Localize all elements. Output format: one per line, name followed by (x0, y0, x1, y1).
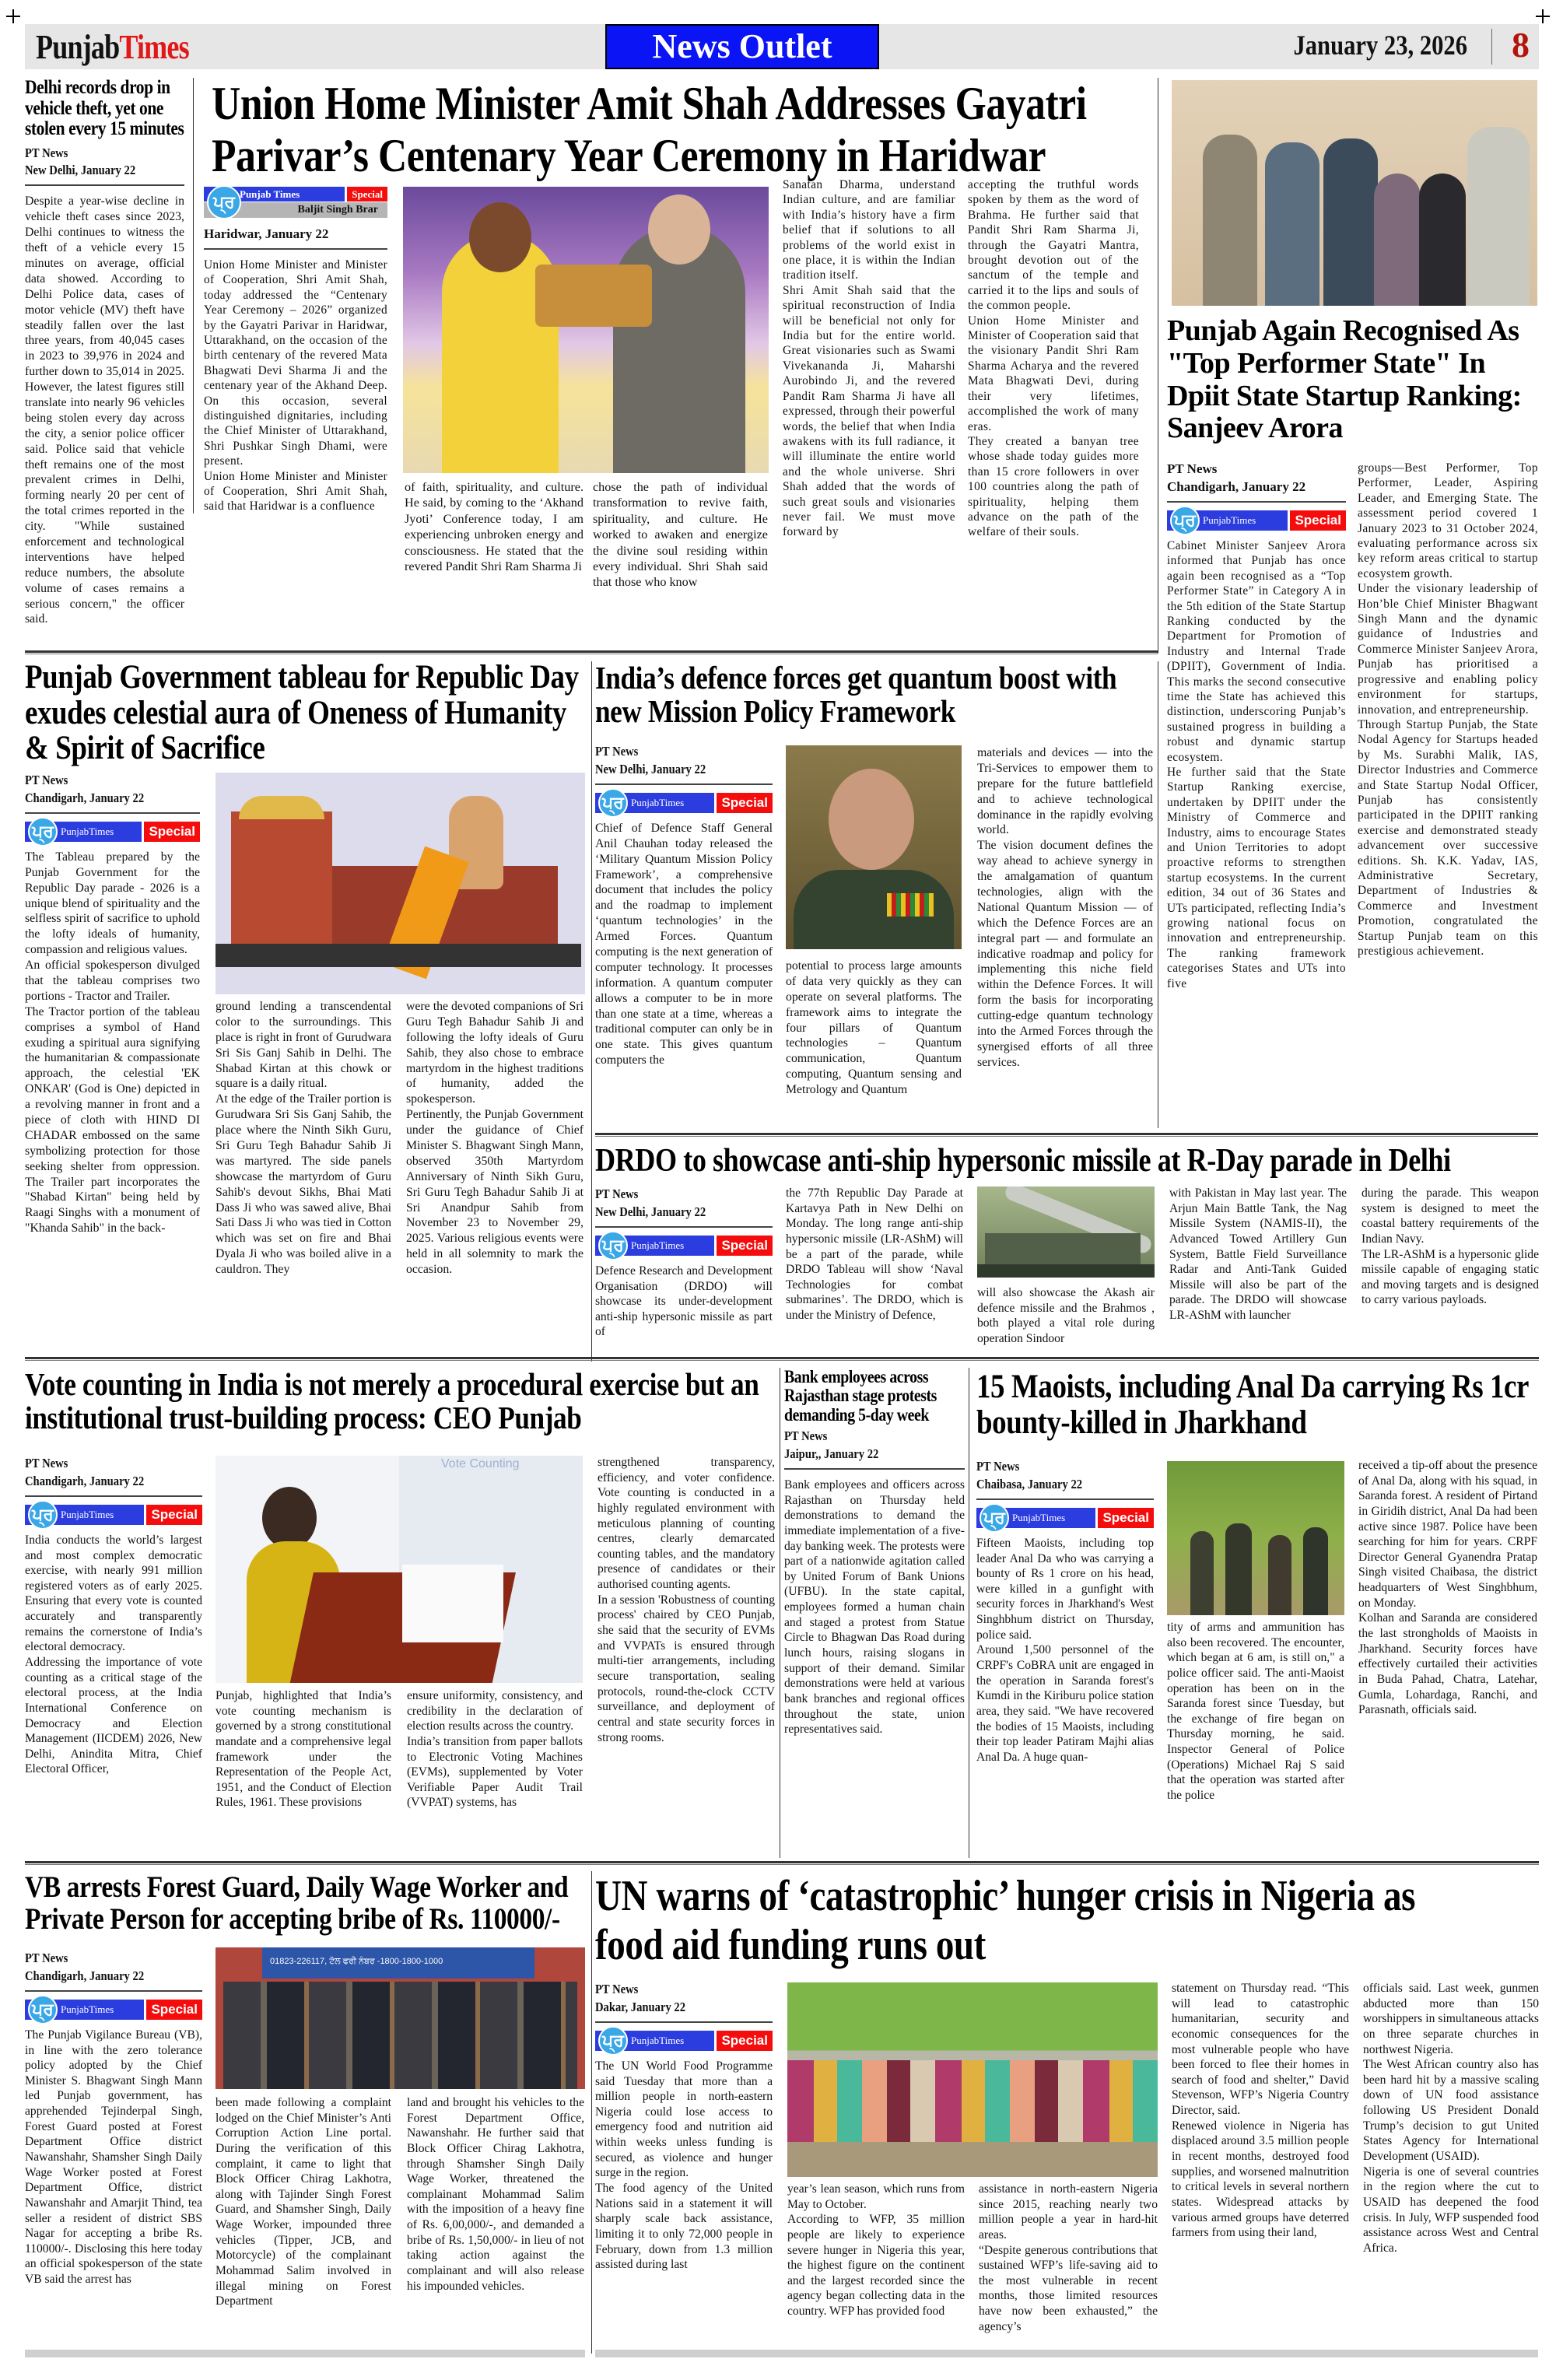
badge-brand: PunjabTimes (25, 822, 142, 842)
headline[interactable]: 15 Maoists, including Anal Da carrying Rs 1cr bounty-killed in Jharkhand (976, 1369, 1529, 1441)
divider (25, 1495, 202, 1497)
article-body-col3: chose the path of individual transformation to revive faith, spirituality, and culture. He worked to awaken and energize the divine soul residing within every individual. Shri Shah said that those who know (593, 480, 768, 590)
paragraph: India conducts the world’s largest and most complex democratic exercise, with nearly 991 million registered voters as of early 2025. Ensuring that every vote is counted accurately and transparently remains the cornerstone of India’s electoral democracy. (25, 1533, 202, 1654)
badge-special: Special (717, 2031, 773, 2051)
dateline: Chandigarh, January 22 (1167, 478, 1306, 494)
paragraph: The food agency of the United Nations said in a statement it will sharply scale back assistance, limiting it to only 72,000 people in February, down from 1.3 million assisted during last (595, 2182, 773, 2272)
photo-punjab-tableau[interactable] (216, 773, 585, 994)
badge-brand: PunjabTimes (25, 1505, 144, 1525)
brand-logo[interactable] (36, 27, 189, 67)
byline (784, 1428, 940, 1463)
crop-mark-right (1536, 9, 1550, 23)
article-body-col3 (1358, 1458, 1537, 1718)
paragraph: Renewed violence in Nigeria has displaced around 3.5 million people in recent months, destroyed food supplies, and worsened malnutrition to critical levels in several northern states. Widespread attacks by various armed groups have deterred farmers from using their land, (1172, 2119, 1349, 2240)
article-vb-arrests (25, 1871, 585, 1936)
paragraph: Under the visionary leadership of Hon’ble Chief Minister Bhagwant Singh Mann and the dynamic guidance of Industries and Commerce Minister Sanjeev Arora, Punjab has prioritised a progressive and enabling policy environment for startups, innovation, and entrepreneurship. (1358, 582, 1538, 717)
byline (25, 1950, 177, 1986)
punjab-times-logo-icon: ਪ੍ਰ (28, 817, 58, 846)
article-body: Chief of Defence Staff General Anil Chauhan today released the ‘Military Quantum Mission Policy Framework’, a comprehensive document that includes the policy and the roadmap to implement ‘quantum technologies’ in the Armed Forces. Quantum computing is the next generation of computer technology. It processes information. A quantum computer allows a computer to be in more than one state at a time, whereas a traditional computer can only be in one state. This gives quantum computers the (595, 821, 773, 1067)
headline[interactable]: Delhi records drop in vehicle theft, yet one stolen every 15 minutes (25, 77, 184, 139)
article-startup-ranking (1167, 315, 1540, 445)
badge-special: Special (146, 2000, 202, 2020)
paragraph: accepting the truthful words spoken by them as the word of Brahma. He further said that Pandit Shri Ram Sharma Ji, through the Gayatri Mantra, brought devotion out of the sanctum of the temple and carried it to the lips and souls of the common people. (968, 178, 1139, 313)
paragraph: Sanatan Dharma, understand Indian culture, and are familiar with India’s history have a firm belief that if solutions to all problems of the world exist in one place, it is within the Indian tradition itself. (783, 178, 955, 282)
paragraph: assistance in north-eastern Nigeria since 2015, reaching nearly two million people a year in hard-hit areas. (979, 2182, 1158, 2242)
footer-rule (595, 2350, 1538, 2357)
headline[interactable]: VB arrests Forest Guard, Daily Wage Worker and Private Person for accepting bribe of Rs. 110000/- (25, 1870, 569, 1937)
badge-brand: PunjabTimes (25, 2000, 144, 2020)
paragraph: Addressing the importance of vote counting as a critical stage of the electoral process, at the India International Conference on Democracy and Election Management (IICDEM) 2026, New Delhi, Anindita Mitra, Chief Electoral Officer, (25, 1656, 202, 1776)
article-amit-shah (212, 78, 1145, 182)
article-body (976, 1536, 1154, 1765)
section-rule (25, 650, 1158, 654)
article-body-col3 (979, 2182, 1158, 2334)
paragraph: The Tractor portion of the tableau comprises a symbol of Hand exuding a spiritual aura signifying the humanitarian & compassionate approach, the celestial 'EK ONKAR' (God is One) depicted in a revolving manner in front and a piece of cloth with HIND DI CHADAR embossed on the same symbolizing protection for those seeking shelter from oppression. The Trailer part incorporates the "Shabad Kirtan" being held by Raagi Singhs with a monument of "Khanda Sahib" in the back- (25, 1004, 200, 1236)
divider (25, 1990, 202, 1992)
badge-brand: Punjab Times (204, 187, 345, 202)
column-divider (193, 78, 194, 514)
slide-title: Vote Counting (441, 1457, 520, 1470)
article-quantum (595, 661, 1159, 729)
column-divider (591, 661, 592, 1362)
headline[interactable]: Vote counting in India is not merely a procedural exercise but an institutional trust-building process: CEO Punjab (25, 1366, 759, 1436)
badge-special: Special (144, 822, 200, 842)
divider (1167, 501, 1346, 503)
article-body-col3 (977, 745, 1153, 1071)
agency: PT News (25, 1456, 68, 1470)
paragraph: year’s lean season, which runs from May to October. (787, 2182, 965, 2211)
photo-vb-arrest-group[interactable] (216, 1947, 585, 2089)
punjab-times-logo-icon: ਪ੍ਰ (1170, 506, 1200, 535)
dateline: Chandigarh, January 22 (25, 1968, 145, 1983)
punjab-times-logo-icon: ਪ੍ਰ (28, 1995, 58, 2024)
paragraph: Around 1,500 personnel of the CRPF's CoBRA unit are engaged in the operation in Saranda forest's Kumdi in the Kiriburu police station area, they said. "We have recovered the bodies of 15 Maoists, including their top leader Patiram Majhi alias Anal Da. A huge quan- (976, 1643, 1154, 1764)
dateline: Chaibasa, January 22 (976, 1476, 1083, 1491)
divider (204, 248, 387, 250)
special-badge (204, 187, 387, 218)
paragraph: ground lending a transcendental color to the surroundings. This place is right in front of Gurudwara Sri Sis Ganj Sahib in Delhi. The Shabad Kirtan at this chowk or square is a daily ritual. (216, 1000, 391, 1091)
photo-ceo-punjab-speaking[interactable] (216, 1456, 583, 1683)
article-body-col3: will also showcase the Akash air defence missile and the Brahmos , both played a vital role during operation Sindoor (977, 1286, 1155, 1345)
paragraph: ensure uniformity, consistency, and credibility in the declaration of election results across the country. (407, 1689, 583, 1733)
article-body: Defence Research and Development Organisation (DRDO) will showcase its under-development anti-ship hypersonic missile as part of (595, 1264, 773, 1339)
article-body-col2 (1358, 461, 1538, 959)
section-rule (595, 1133, 1538, 1137)
divider (595, 1226, 773, 1228)
badge-brand: PunjabTimes (595, 2031, 714, 2051)
headline[interactable]: Bank employees across Rajasthan stage protests demanding 5-day week (784, 1367, 937, 1425)
byline (976, 1458, 1129, 1494)
punjab-times-logo-icon: ਪ੍ਰ (28, 1500, 58, 1530)
paragraph: Cabinet Minister Sanjeev Arora informed that Punjab has once again been recognised as a “Top Performer State” in Category A in the 5th edition of the State Startup Ranking conducted by the Department for Promotion of Industry and Internal Trade (DPIIT), Government of India. This marks the second consecutive time the State has achieved this distinction, underscoring Punjab’s sustained progress in building a robust and dynamic startup ecosystem. (1167, 538, 1346, 764)
article-body-col4 (598, 1455, 775, 1745)
section-rule (25, 1357, 1539, 1361)
agency: PT News (976, 1459, 1020, 1474)
dateline: Jaipur,, January 22 (784, 1446, 879, 1462)
badge-special: Special (1098, 1508, 1154, 1528)
paragraph: officials said. Last week, gunmen abducted more than 150 worshippers in simultaneous attacks on three separate churches in northwest Nigeria. (1363, 1982, 1539, 2056)
special-badge (976, 1508, 1154, 1528)
article-body: The Punjab Vigilance Bureau (VB), in line with the zero tolerance policy adopted by the Chief Minister S. Bhagwant Singh Mann led Punjab government, has apprehended Tejinderpal Singh, Forest Guard posted at Forest Department Office district Nawanshahr, Shamsher Singh Daily Wage Worker posted at Forest Department Office, district Nawanshahr and Amarjit Thind, tea seller a resident of district SBS Nagar for accepting a bribe Rs. 110000/-. Disclosing this here today an official spokesperson of the state VB said the arrest has (25, 2028, 202, 2287)
byline (1167, 461, 1346, 496)
section-banner[interactable]: News Outlet (605, 24, 879, 69)
vote-col1 (25, 1455, 202, 1777)
punjab-times-logo-icon: ਪ੍ਰ (598, 788, 628, 818)
article-body: Despite a year-wise decline in vehicle theft cases since 2023, Delhi continues to witness the theft of a vehicle every 15 minutes on average, official data showed. According to Delhi Police data, cases of motor vehicle (MV) theft have steadily fallen over the last three years, from 40,045 cases in 2023 to 39,976 in 2024 and further down to 35,014 in 2025. However, the latest figures still translate into nearly 96 vehicles being stolen every day across the city, a senior police officer said. Police said that vehicle theft remains one of the most prevalent crimes in Delhi, forming nearly 20 per cent of the total crimes reported in the city. "While sustained enforcement and technological interventions have helped reduce numbers, the absolute volume of cases remains a serious concern," the officer said. (25, 195, 184, 626)
photo-amit-shah-ceremony[interactable] (403, 187, 769, 473)
article-body-col5 (1362, 1186, 1539, 1308)
byline (595, 1981, 748, 2017)
quantum-col1 (595, 743, 773, 1068)
nigeria-col1 (595, 1981, 773, 2273)
column-divider (591, 1871, 592, 2354)
paragraph: Nigeria is one of several countries in the region where the cut to USAID has deepened the food crisis. In July, WFP suspended food assistance across West and Central Africa. (1363, 2164, 1539, 2255)
article-body-col2: the 77th Republic Day Parade at Kartavya Path in New Delhi on Monday. The long range anti-ship hypersonic missile (LR-AShM) will be a part of the parade, while DRDO Tableau will show ‘Naval Technologies for combat submarines’. The DRDO, which is under the Ministry of Defence, (786, 1186, 963, 1323)
special-badge (595, 2031, 773, 2051)
punjab-times-logo-icon: ਪ੍ਰ (598, 1231, 628, 1260)
special-badge (25, 822, 200, 842)
drdo-col1 (595, 1186, 773, 1340)
paragraph: during the parade. This weapon system is designed to meet the coastal battery requirements of the Indian Navy. (1362, 1186, 1539, 1246)
article-body-col4: with Pakistan in May last year. The Arjun Main Battle Tank, the Nag Missile System (NAMIS-II), the Advanced Towed Artillery Gun System, Battle Field Surveillance Radar and Anti-Tank Guided Missile will also be part of the parade. The DRDO will showcase LR-AShM with launcher (1169, 1186, 1347, 1323)
byline (595, 1186, 748, 1222)
tableau-col1 (25, 772, 200, 1236)
special-badge (595, 793, 773, 813)
article-tableau (25, 660, 585, 766)
agency: PT News (595, 744, 639, 759)
article-body: Bank employees and officers across Rajasthan on Thursday held demonstrations to demand the immediate implementation of a five-day banking week. The protests were part of a nationwide agitation called by United Forum of Bank Unions (UFBU). In the state capital, employees formed a human chain and staged a protest from Statue Circle to Bhagwan Das Road during lunch hours, raising slogans in support of their demand. Similar demonstrations were held at various bank branches and regional offices throughout the state, union representatives said. (784, 1478, 965, 1737)
photo-startup-award[interactable] (1172, 80, 1537, 306)
article-body-col3 (407, 1688, 583, 1810)
paragraph: Fifteen Maoists, including top leader Anal Da who was carrying a bounty of Rs 1 crore on his head, were killed in a gunfight with security forces in Jharkhand's West Singhbhum district on Thursday, police said. (976, 1536, 1154, 1642)
badge-brand: PunjabTimes (976, 1508, 1095, 1528)
paragraph: received a tip-off about the presence of Anal Da, along with his squad, in Saranda forest. A resident of Pirtand in Giridih district, Anal Da had been active since 1987. Police have been searching for him for years. CRPF Director General Gyanendra Pratap Singh visited Chaibasa, the district headquarters of West Singhbhum, on Monday. (1358, 1459, 1537, 1610)
paragraph: An official spokesperson divulged that the tableau comprises two portions - Tractor and Trailer. (25, 959, 200, 1003)
badge-special: Special (717, 793, 773, 813)
article-bank-protest (784, 1368, 965, 1737)
article-body-col3 (406, 999, 584, 1278)
byline (25, 145, 179, 181)
paragraph: At the edge of the Trailer portion is Gurudwara Sri Sis Ganj Sahib, the place where the Ninth Sikh Guru, Sri Guru Tegh Bahadur Sahib Ji was martyred. The side panels showcase the martyrdom of Guru Sahib's devout Sikhs, Bhai Mati Dass Ji who was sawed alive, Bhai Sati Dass Ji who was tied in Cotton which was set on fire and Bhai Dyala Ji who was boiled alive in a cauldron. They (216, 1092, 391, 1277)
article-drdo (595, 1144, 1538, 1179)
paragraph: statement on Thursday read. “This will lead to catastrophic humanitarian, security and economic consequences for the most vulnerable people who have been forced to flee their homes in search of food and shelter,” David Stevenson, WFP’s Nigeria Country Director, said. (1172, 1982, 1349, 2118)
paragraph: The UN World Food Programme said Tuesday that more than a million people in north-eastern Nigeria could lose access to emergency food and nutrition aid within weeks unless funding is secured, as violence and hunger surge in the region. (595, 2059, 773, 2180)
special-badge (25, 2000, 202, 2020)
article-body (595, 2059, 773, 2273)
page-number: 8 (1512, 25, 1530, 65)
paragraph: The West African country also has been hard hit by a massive scaling down of UN food assistance following US President Donald Trump’s decision to gut United States Agency for International Development (USAID). (1363, 2058, 1539, 2164)
divider (976, 1498, 1154, 1500)
paragraph: Kolhan and Saranda are considered the last strongholds of Maoists in Jharkhand. Security forces have effectively curtailed their activities in Buda Pahad, Chatra, Latehar, Gumla, Lohardaga, Ranchi, and Parasnath, officials said. (1358, 1611, 1537, 1717)
agency: PT News (1167, 461, 1218, 476)
startup-col1 (1167, 461, 1346, 991)
punjab-times-logo-icon: ਪ੍ਰ (598, 2026, 628, 2056)
paragraph: The vision document defines the way ahead to achieve synergy in the amalgamation of quantum technologies, align with the National Quantum Mission — of which the Defence Forces are an integral part — and formulate an indicative roadmap and policy for implementing this niche field within the Defence Forces. It will form the basis for incorporating cutting-edge quantum technology into the Armed Forces through the synergised efforts of all three services. (977, 839, 1153, 1069)
paragraph: “Despite generous contributions that sustained WFP’s life-saving aid to the most vulnerable in recent months, those limited resources have now been exhausted,” the agency’s (979, 2243, 1158, 2333)
article-body-col5 (968, 177, 1139, 540)
badge-special: Special (1290, 510, 1346, 531)
paragraph: He further said that the State Startup Ranking exercise, undertaken by DPIIT under the Ministry of Commerce and Industry, aims to encourage States and Union Territories to adopt proactive reforms to strengthen startup ecosystems. In the current edition, 34 out of 36 States and UTs participated, reflecting India’s growing national focus on innovation and entrepreneurship. The ranking framework categorises States and UTs into five (1167, 765, 1346, 990)
paragraph: Union Home Minister and Minister of Cooperation said that the visionary Pandit Shri Ram Sharma Acharya and the revered Mata Bhagwati Devi, during their very lifetimes, accomplished the work of many eras. (968, 314, 1139, 433)
issue-date: January 23, 2026 (1293, 30, 1467, 61)
agency: PT News (784, 1428, 828, 1444)
article-delhi-theft (25, 78, 184, 627)
badge-special: Special (347, 187, 387, 202)
paragraph: Shri Amit Shah said that the spiritual reconstruction of India will be beneficial not only for India but for the entire world. Great visionaries such as Swami Vivekananda Ji, Maharshi Aurobindo Ji, and the revered Pandit Ram Sharma Ji have all expressed, through their powerful words, the belief that when India awakens with its full radiance, it will illuminate the entire world and the whole universe. Shri Shah added that the words of such great souls and visionaries never fail. We must move forward by (783, 283, 955, 539)
article-body-col2 (216, 999, 391, 1278)
article-body-col2: Punjab, highlighted that India’s vote counting mechanism is governed by a strong constitutional mandate and a comprehensive legal framework under the Representation of the People Act, 1951, and the Conduct of Election Rules, 1961. These provisions (216, 1689, 391, 1810)
badge-brand: PunjabTimes (595, 793, 714, 813)
photo-nigeria-women-seated[interactable] (787, 1982, 1158, 2177)
special-badge (595, 1236, 773, 1256)
badge-special: Special (146, 1505, 202, 1525)
dateline: New Delhi, January 22 (595, 1204, 706, 1219)
headline[interactable]: Punjab Government tableau for Republic Day exudes celestial aura of Oneness of Humanity & Spirit of Sacrifice (25, 659, 579, 767)
brand-name-times: Times (119, 28, 189, 66)
paragraph: materials and devices — into the Tri-Services to empower them to prepare for the future battlefield and to achieve technological dominance in the rapidly evolving world. (977, 746, 1153, 837)
agency: PT News (595, 1982, 639, 1996)
special-badge (25, 1505, 202, 1525)
headline[interactable]: Union Home Minister Amit Shah Addresses Gayatri Parivar’s Centenary Year Ceremony in Haridwar (212, 78, 1087, 182)
agency: PT News (25, 1951, 68, 1965)
dateline: New Delhi, January 22 (595, 761, 706, 776)
byline (25, 772, 176, 808)
paragraph: were the devoted companions of Sri Guru Tegh Bahadur Sahib Ji and following the lofty ideals of Guru Sahib, they also chose to embrace martyrdom in the highest traditions of humanity, added the spokesperson. (406, 1000, 584, 1106)
headline[interactable]: UN warns of ‘catastrophic’ hunger crisis in Nigeria as food aid funding runs out (595, 1872, 1415, 1969)
dateline: Dakar, January 22 (595, 1999, 686, 2014)
punjab-times-logo-icon: ਪ੍ਰ (207, 185, 241, 219)
shah-byline-block (204, 187, 387, 514)
article-body-col1 (204, 258, 387, 514)
photo-anil-chauhan[interactable] (786, 745, 962, 949)
headline[interactable]: Punjab Again Recognised As "Top Performer State" In Dpiit State Startup Ranking: Sanjeev Arora (1167, 314, 1522, 445)
paragraph: Union Home Minister and Minister of Cooperation, Shri Amit Shah, today addressed the “Centenary Year Ceremony – 2026” organized by the Gayatri Parivar in Haridwar, Uttarakhand, on the occasion of the birth centenary of the revered Mata Bhagwati Devi Sharma Ji and the centenary year of the Akhand Deep. On this occasion, several distinguished dignitaries, including the Chief Minister of Uttarakhand, Shri Pushkar Singh Dhami, were present. (204, 258, 387, 468)
article-body-col2: potential to process large amounts of data very quickly as they can operate on several platforms. The framework aims to integrate the four pillars of Quantum technologies – Quantum communication, Quantum computing, Quantum sensing and Metrology and Quantum (786, 959, 962, 1097)
badge-brand: PunjabTimes (595, 1236, 714, 1256)
article-nigeria-hunger (595, 1872, 1538, 1969)
paragraph: strengthened transparency, efficiency, and voter confidence. Vote counting is conducted in a highly regulated environment with meticulous planning of counting centres, clearly demarcated counting tables, and the mandatory presence of candidates or their authorised counting agents. (598, 1456, 775, 1592)
masthead-divider (1491, 29, 1492, 65)
dateline: New Delhi, January 22 (25, 163, 136, 178)
badge-special: Special (717, 1236, 773, 1256)
paragraph: groups—Best Performer, Top Performer, Leader, Aspiring Leader, and Emerging State. The assessment period covered 1 January 2023 to 31 October 2024, evaluating performance across six key reform areas critical to startup ecosystem growth. (1358, 461, 1538, 580)
dateline: Haridwar, January 22 (204, 226, 329, 241)
photo-missile-launcher[interactable] (977, 1186, 1155, 1278)
article-body-col4 (783, 177, 955, 540)
divider (595, 783, 773, 785)
dateline: Chandigarh, January 22 (25, 1473, 145, 1488)
article-body (1167, 538, 1346, 991)
maoist-col1 (976, 1458, 1154, 1765)
divider (595, 2021, 773, 2023)
byline (25, 1455, 177, 1491)
article-body-col3: land and brought his vehicles to the Forest Department Office, Nawanshahr. He further said that Block Officer Chirag Lakhotra, through Shamsher Singh Daily Wage Worker, threatened the complainant Mohammad Salim with the imposition of a heavy fine of Rs. 6,00,000/-, and demanded a bribe of Rs. 1,50,000/- in lieu of not taking action against the complainant and will also release his impounded vehicles. (407, 2096, 584, 2293)
byline (595, 743, 748, 779)
agency: PT News (25, 145, 68, 160)
brand-name-punjab: Punjab (36, 28, 120, 66)
paragraph: According to WFP, 35 million people are likely to experience severe hunger in Nigeria this year, the highest figure on the continent and the largest recorded since the agency began collecting data in the country. WFP has provided food (787, 2213, 965, 2319)
paragraph: Union Home Minister and Minister of Cooperation, Shri Amit Shah, said that Haridwar is a confluence (204, 469, 387, 514)
photo-security-forces-forest[interactable] (1167, 1461, 1344, 1615)
paragraph: In a session 'Robustness of counting process' chaired by CEO Punjab, she said that the security of EVMs and VVPATs is ensured through multi-tier arrangements, including secure transportation, sealing protocols, round-the-clock CCTV surveillance, and deployment of central and state security forces in strong rooms. (598, 1593, 775, 1744)
masthead (25, 24, 1539, 69)
paragraph: The Tableau prepared by the Punjab Government for the Republic Day parade - 2026 is a unique blend of spirituality and the selfless spirit of sacrifice to uphold the lofty ideals of humanity, compassion and religious values. (25, 850, 200, 957)
article-body-col2 (787, 2182, 965, 2319)
article-body-col5 (1363, 1981, 1539, 2256)
paragraph: India’s transition from paper ballots to Electronic Voting Machines (EVMs), supplemented by Voter Verifiable Paper Audit Trail (VVPAT) systems, has (407, 1734, 583, 1810)
section-rule (25, 1861, 1539, 1865)
punjab-times-logo-icon: ਪ੍ਰ (980, 1503, 1009, 1533)
headline[interactable]: DRDO to showcase anti-ship hypersonic missile at R-Day parade in Delhi (595, 1143, 1451, 1179)
agency: PT News (595, 1186, 639, 1201)
crop-mark-left (6, 9, 20, 23)
footer-rule (25, 2350, 585, 2357)
article-body-col4 (1172, 1981, 1349, 2241)
paragraph: They created a banyan tree whose shade today guides more than 15 crore followers in over 100 countries along the path of spirituality, helping them advance on the path of the welfare of their souls. (968, 434, 1139, 539)
article-vote-counting (25, 1368, 772, 1435)
agency: PT News (25, 773, 68, 787)
badge-brand: PunjabTimes (1167, 510, 1288, 531)
author-name: Baljit Singh Brar (204, 202, 387, 218)
headline[interactable]: India’s defence forces get quantum boost with new Mission Policy Framework (595, 660, 1117, 730)
article-body-col2: of faith, spirituality, and culture. He said, by coming to the ‘Akhand Jyoti’ Conference today, I am experiencing unbroken energy and consciousness. He stated that the revered Pandit Shri Ram Sharma Ji (405, 480, 584, 574)
article-maoists (976, 1369, 1538, 1440)
article-body (25, 1533, 202, 1777)
divider (784, 1468, 965, 1470)
special-badge (1167, 510, 1346, 531)
paragraph: Through Startup Punjab, the State Nodal Agency for Startups headed by Ms. Surabhi Malik, IAS, Director Industries and Commerce and State Startup Nodal Officer, Punjab has consistently participated in the DPIIT ranking exercise and demonstrated steady advancement over successive editions. Sh. K.K. Yadav, IAS, Administrative Secretary, Department of Industries & Commerce and Investment Promotion, congratulated the Startup Punjab team on this prestigious achievement. (1358, 717, 1538, 958)
article-body-col2: tity of arms and ammunition has also been recovered. The encounter, which began at 6 am, is still on," a police officer said. The anti-Maoist operation has been on in the Saranda forest since Tuesday, but the exchange of fire began on Thursday morning, he said. Inspector General of Police (Operations) Michael Raj S said that the operation was started after the police (1167, 1621, 1344, 1803)
article-body-col2: been made following a complaint lodged on the Chief Minister’s Anti Corruption Action Line portal. During the verification of this complaint, it came to light that Block Officer Chirag Lakhotra, along with Tajinder Singh Forest Guard, and Shamsher Singh, Daily Wage Worker, impounded three vehicles (Tipper, JCB, and Motorcycle) of the complainant Mohammad Salim involved in illegal mining on Forest Department (216, 2096, 391, 2308)
divider (25, 184, 184, 186)
vb-col1 (25, 1950, 202, 2287)
dateline: Chandigarh, January 22 (25, 790, 145, 805)
divider (25, 812, 200, 814)
office-signboard: 01823-226117, ਟੋਲ ਫਰੀ ਨੰਬਰ -1800-1800-1000 (262, 1947, 534, 1979)
paragraph: Pertinently, the Punjab Government under the guidance of Chief Minister S. Bhagwant Singh Mann, observed 350th Martyrdom Anniversary of Ninth Sikh Guru, Sri Guru Tegh Bahadur Sahib Ji at Sri Anandpur Sahib from November 23 to November 29, 2025. Various religious events were held in all solemnity to mark the occasion. (406, 1108, 584, 1277)
article-body (25, 850, 200, 1236)
paragraph: The LR-AShM is a hypersonic glide missile capable of engaging static and moving targets and is designed to carry various payloads. (1362, 1247, 1539, 1307)
